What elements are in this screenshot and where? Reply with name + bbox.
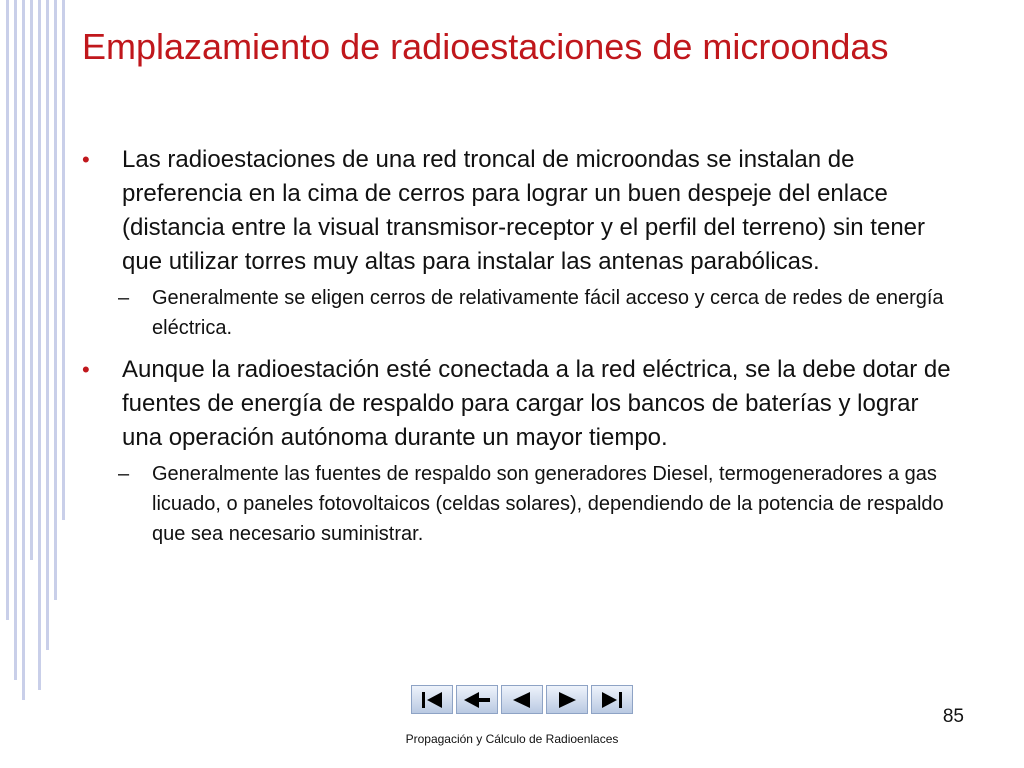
sub-bullet-marker: – — [118, 287, 130, 309]
previous-icon — [508, 690, 536, 710]
last-slide-icon — [598, 690, 626, 710]
back-button[interactable] — [456, 685, 498, 714]
bullet-text: Las radioestaciones de una red troncal de microondas se instalan de preferencia en la cima de cerros para lograr un buen despeje del enlace (distancia entre la visual transmisor-receptor y el perfil del terreno) sin tener que utilizar torres muy altas para instalar las antenas parabólicas. — [122, 146, 926, 275]
stripe — [46, 0, 49, 650]
bullet-marker: • — [82, 147, 90, 172]
sub-bullet-item — [82, 283, 962, 343]
back-icon — [461, 690, 493, 710]
bullet-text: Aunque la radioestación esté conectada a la red eléctrica, se la debe dotar de fuentes de energía de respaldo para cargar los bancos de baterías y lograr una operación autónoma durante un mayor tiempo. — [122, 356, 951, 451]
stripe — [30, 0, 33, 560]
slide-title: Emplazamiento de radioestaciones de microondas — [82, 26, 889, 67]
sub-bullet-text: Generalmente las fuentes de respaldo son generadores Diesel, termogeneradores a gas licuado, o paneles fotovoltaicos (celdas solares), dependiendo de la potencia de respaldo que sea necesario suministrar. — [152, 463, 944, 545]
decorative-stripes — [0, 0, 70, 768]
first-slide-icon — [418, 690, 446, 710]
sub-bullet-marker: – — [118, 463, 130, 485]
next-icon — [553, 690, 581, 710]
stripe — [6, 0, 9, 620]
sub-bullet-text: Generalmente se eligen cerros de relativamente fácil acceso y cerca de redes de energía eléctrica. — [152, 287, 944, 339]
stripe — [38, 0, 41, 690]
slide-navigation — [411, 685, 635, 714]
previous-slide-button[interactable] — [501, 685, 543, 714]
slide-content — [82, 143, 962, 549]
stripe — [14, 0, 17, 680]
last-slide-button[interactable] — [591, 685, 633, 714]
bullet-item — [82, 143, 962, 279]
stripe — [62, 0, 65, 520]
stripe — [54, 0, 57, 600]
first-slide-button[interactable] — [411, 685, 453, 714]
bullet-item — [82, 353, 962, 455]
stripe — [22, 0, 25, 700]
bullet-marker: • — [82, 357, 90, 382]
next-slide-button[interactable] — [546, 685, 588, 714]
page-number: 85 — [942, 706, 964, 727]
footer-text: Propagación y Cálculo de Radioenlaces — [405, 732, 619, 746]
sub-bullet-item — [82, 459, 962, 549]
